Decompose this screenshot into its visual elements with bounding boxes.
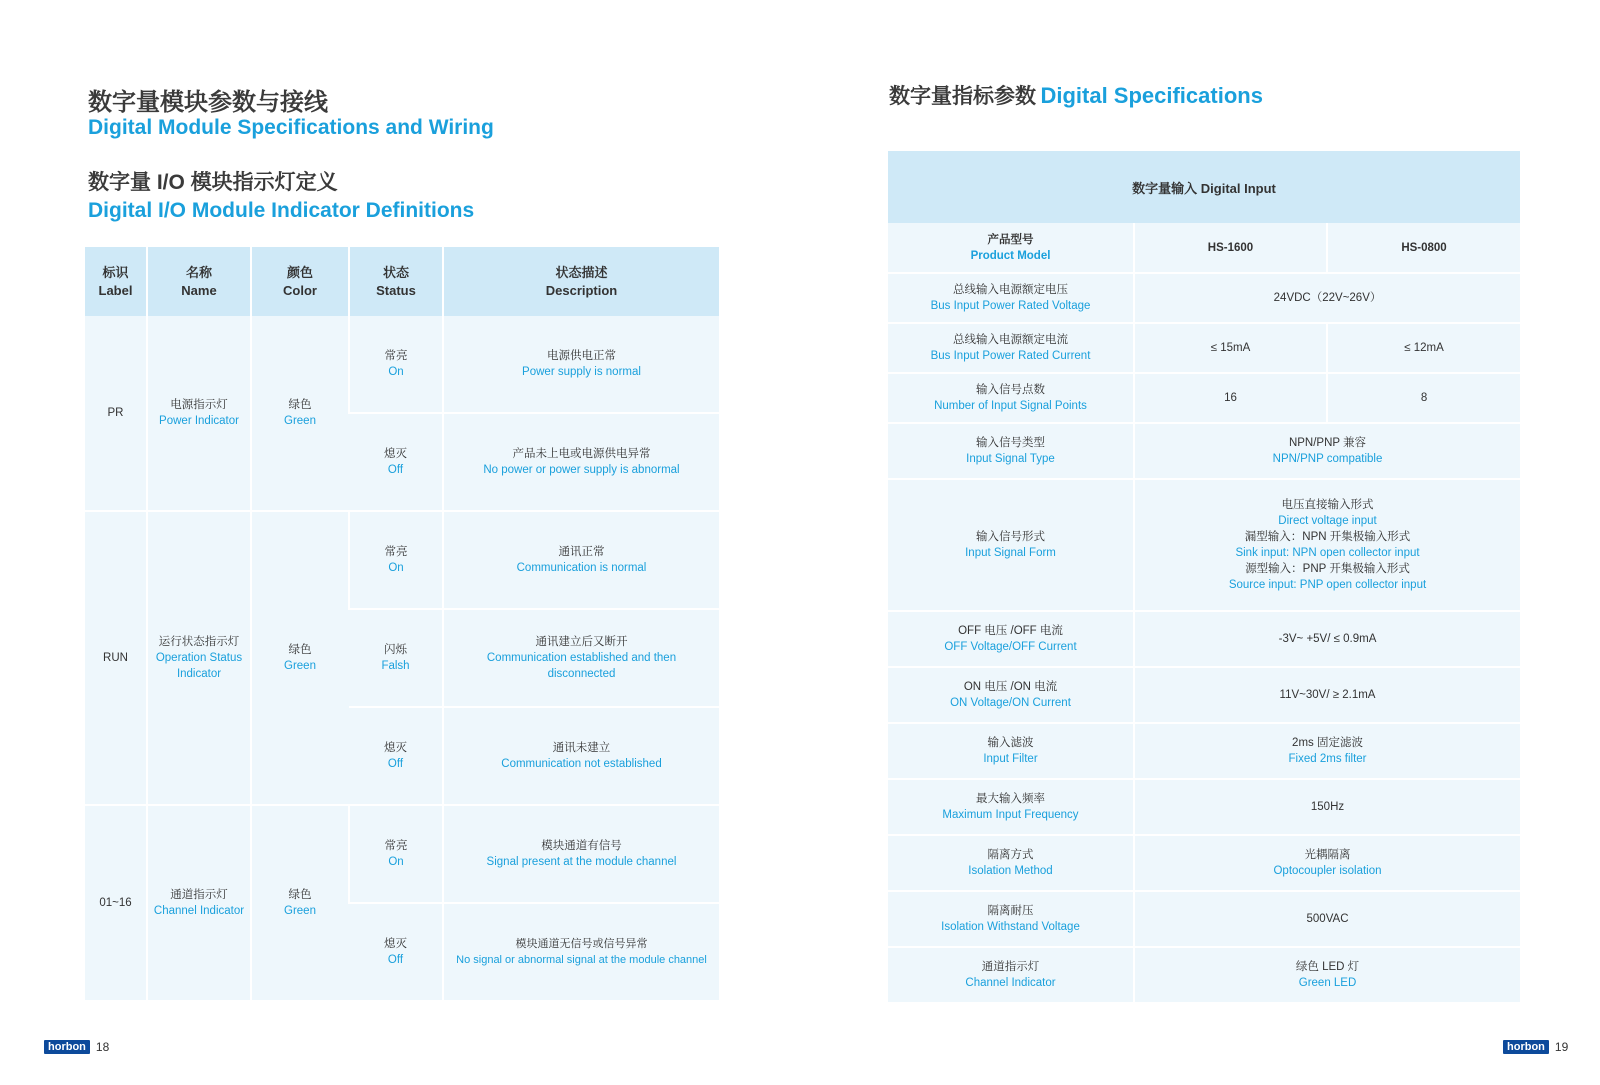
header-label: 标识 Label [85, 247, 147, 316]
table-row [888, 667, 1520, 723]
spec-param-label: 隔离耐压 Isolation Withstand Voltage [888, 891, 1134, 947]
indicator-status: 熄灭 Off [349, 903, 443, 1001]
table-row [888, 223, 1520, 273]
spec-param-label: OFF 电压 /OFF 电流 OFF Voltage/OFF Current [888, 611, 1134, 667]
header-name: 名称 Name [147, 247, 251, 316]
spec-value: -3V~ +5V/ ≤ 0.9mA [1134, 611, 1520, 667]
left-subtitle-en: Digital I/O Module Indicator Definitions [88, 199, 475, 222]
spec-param-label: 通道指示灯 Channel Indicator [888, 947, 1134, 1003]
model-hs0800: HS-0800 [1327, 223, 1520, 273]
table-row [888, 611, 1520, 667]
indicator-name: 通道指示灯 Channel Indicator [147, 805, 251, 1001]
header-status: 状态 Status [349, 247, 443, 316]
spec-value: 光耦隔离 Optocoupler isolation [1134, 835, 1520, 891]
indicator-description: 模块通道有信号 Signal present at the module channel [443, 805, 719, 903]
table-row [888, 423, 1520, 479]
spec-param-label: 总线输入电源额定电流 Bus Input Power Rated Current [888, 323, 1134, 373]
indicator-status: 熄灭 Off [349, 413, 443, 511]
table-row [888, 891, 1520, 947]
table-row [888, 273, 1520, 323]
spec-value: NPN/PNP 兼容 NPN/PNP compatible [1134, 423, 1520, 479]
indicator-name: 运行状态指示灯 Operation Status Indicator [147, 511, 251, 805]
indicator-name: 电源指示灯 Power Indicator [147, 316, 251, 511]
spec-value: 2ms 固定滤波 Fixed 2ms filter [1134, 723, 1520, 779]
right-title-cn: 数字量指标参数 [889, 85, 1036, 108]
indicator-table-header [85, 247, 719, 316]
spec-value: 8 [1327, 373, 1520, 423]
header-color: 颜色 Color [251, 247, 349, 316]
indicator-table [85, 247, 719, 1002]
spec-value: 绿色 LED 灯 Green LED [1134, 947, 1520, 1003]
spec-value: 150Hz [1134, 779, 1520, 835]
spec-value: 24VDC（22V~26V） [1134, 273, 1520, 323]
spec-value: 16 [1134, 373, 1327, 423]
page-number: 18 [95, 1040, 110, 1054]
spec-param-label: ON 电压 /ON 电流 ON Voltage/ON Current [888, 667, 1134, 723]
spec-table [888, 151, 1520, 1004]
table-row [888, 323, 1520, 373]
table-row [888, 373, 1520, 423]
left-title-cn: 数字量模块参数与接线 [88, 89, 328, 116]
table-row [85, 511, 719, 609]
indicator-color: 绿色 Green [251, 511, 349, 805]
table-row [888, 723, 1520, 779]
indicator-description: 通讯未建立 Communication not established [443, 707, 719, 805]
indicator-description: 模块通道无信号或信号异常 No signal or abnormal signal at the module channel [443, 903, 719, 1001]
indicator-color: 绿色 Green [251, 316, 349, 511]
indicator-label: RUN [85, 511, 147, 805]
indicator-description: 电源供电正常 Power supply is normal [443, 316, 719, 413]
spec-value: ≤ 12mA [1327, 323, 1520, 373]
left-subtitle-cn: 数字量 I/O 模块指示灯定义 [88, 171, 338, 194]
table-row [85, 316, 719, 413]
table-row [888, 479, 1520, 611]
header-description: 状态描述 Description [443, 247, 719, 316]
indicator-status: 常亮 On [349, 511, 443, 609]
spec-value: 500VAC [1134, 891, 1520, 947]
indicator-description: 产品未上电或电源供电异常 No power or power supply is abnormal [443, 413, 719, 511]
spec-param-label: 输入信号形式 Input Signal Form [888, 479, 1134, 611]
footer-left [44, 1040, 109, 1054]
page-number: 19 [1554, 1040, 1569, 1054]
table-row [888, 947, 1520, 1003]
right-title-en: Digital Specifications [1040, 83, 1263, 108]
spec-param-label: 隔离方式 Isolation Method [888, 835, 1134, 891]
spec-value: ≤ 15mA [1134, 323, 1327, 373]
indicator-description: 通讯建立后又断开 Communication established and then disconnected [443, 609, 719, 707]
indicator-color: 绿色 Green [251, 805, 349, 1001]
spec-value: 电压直接输入形式 Direct voltage input 漏型输入：NPN 开集极输入形式 Sink input: NPN open collector input 源型输入：PNP 开集极输入形式 Source input: PNP open collector input [1134, 479, 1520, 611]
right-title [889, 80, 1263, 110]
indicator-status: 常亮 On [349, 316, 443, 413]
spec-param-label: 最大输入频率 Maximum Input Frequency [888, 779, 1134, 835]
table-row [888, 835, 1520, 891]
spec-param-label: 输入信号点数 Number of Input Signal Points [888, 373, 1134, 423]
spec-value: 11V~30V/ ≥ 2.1mA [1134, 667, 1520, 723]
indicator-description: 通讯正常 Communication is normal [443, 511, 719, 609]
indicator-label: 01~16 [85, 805, 147, 1001]
horbon-logo: horbon [44, 1040, 90, 1054]
spec-param-label: 输入信号类型 Input Signal Type [888, 423, 1134, 479]
horbon-logo: horbon [1503, 1040, 1549, 1054]
product-model-label: 产品型号 Product Model [888, 223, 1134, 273]
model-hs1600: HS-1600 [1134, 223, 1327, 273]
spec-param-label: 输入滤波 Input Filter [888, 723, 1134, 779]
indicator-status: 闪烁 Falsh [349, 609, 443, 707]
spec-param-label: 总线输入电源额定电压 Bus Input Power Rated Voltage [888, 273, 1134, 323]
spec-table-header: 数字量输入 Digital Input [888, 151, 1520, 223]
table-row [888, 779, 1520, 835]
indicator-label: PR [85, 316, 147, 511]
footer-right [1503, 1040, 1568, 1054]
indicator-status: 常亮 On [349, 805, 443, 903]
indicator-status: 熄灭 Off [349, 707, 443, 805]
left-title-en: Digital Module Specifications and Wiring [88, 116, 494, 139]
table-row [85, 805, 719, 903]
